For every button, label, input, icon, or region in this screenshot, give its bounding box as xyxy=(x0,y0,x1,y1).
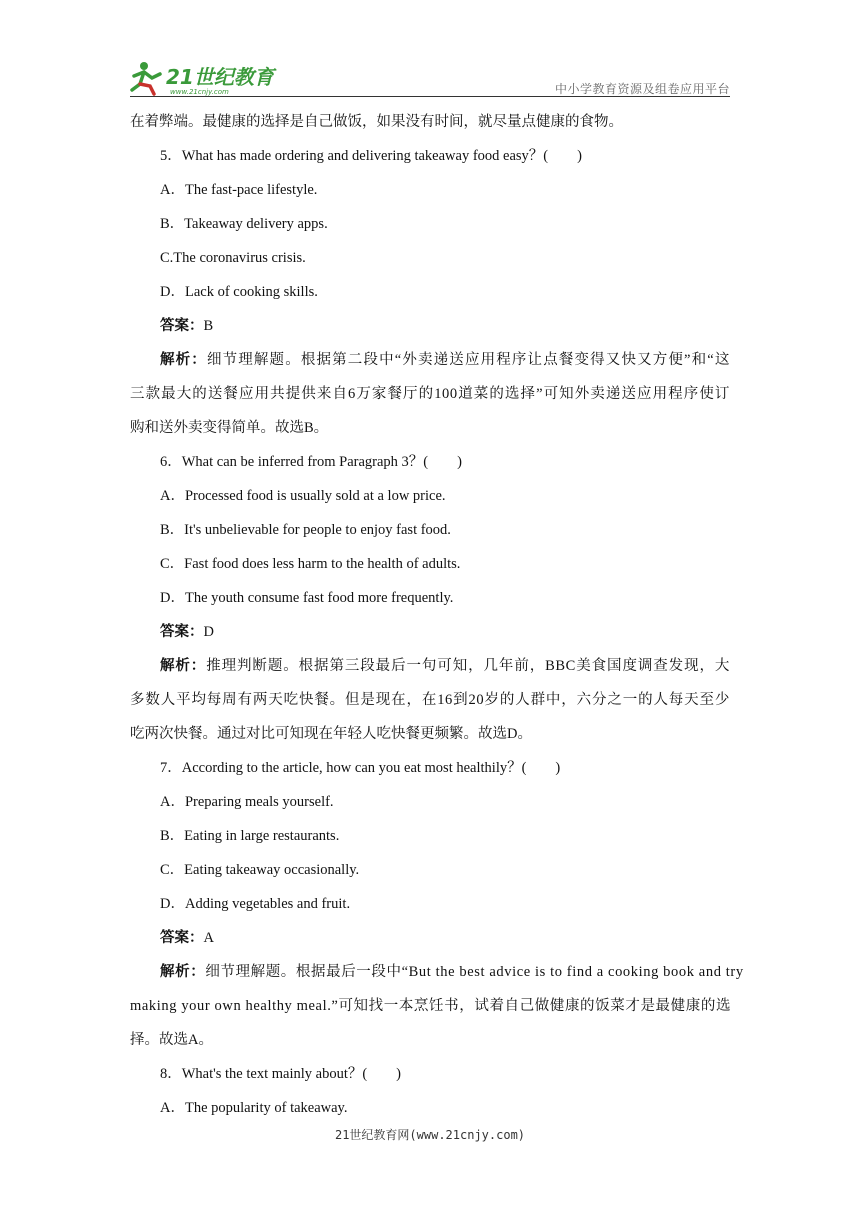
text-line xyxy=(130,516,730,550)
logo-title: 21世纪教育 xyxy=(166,65,274,89)
header-tagline: 中小学教育资源及组卷应用平台 xyxy=(554,82,730,96)
text-line xyxy=(130,584,730,618)
text-line xyxy=(130,346,730,380)
logo-url: www.21cnjy.com xyxy=(170,88,229,96)
text-line xyxy=(130,210,730,244)
text-line xyxy=(130,278,730,312)
text-line xyxy=(130,108,730,142)
text-line xyxy=(130,618,730,652)
text-line xyxy=(130,482,730,516)
line-text: D．The youth consume fast food more frequently. xyxy=(160,590,454,606)
logo-21cnjy xyxy=(130,60,290,96)
analysis-label: 解析： xyxy=(160,352,207,368)
line-text: 5．What has made ordering and delivering takeaway food easy？( ) xyxy=(160,148,582,164)
line-text: A．The fast-pace lifestyle. xyxy=(160,182,318,198)
text-line xyxy=(130,176,730,210)
text-line xyxy=(130,788,730,822)
line-text: A．The popularity of takeaway. xyxy=(160,1100,348,1116)
text-line xyxy=(130,448,730,482)
analysis-label: 解析： xyxy=(160,964,206,980)
text-line xyxy=(130,1060,730,1094)
answer-label: 答案： xyxy=(160,624,204,640)
text-line xyxy=(130,1094,730,1128)
text-line xyxy=(130,414,730,448)
line-text: B．Eating in large restaurants. xyxy=(160,828,340,844)
text-line xyxy=(130,856,730,890)
line-text: 细节理解题。根据最后一段中“But the best advice is to find a cooking book and try xyxy=(205,964,744,980)
line-text: C．Eating takeaway occasionally. xyxy=(160,862,360,878)
line-text: making your own healthy meal.”可知找一本烹饪书，试着自己做健康的饭菜才是最健康的选 xyxy=(130,998,732,1014)
line-text: 在着弊端。最健康的选择是自己做饭，如果没有时间，就尽量点健康的食物。 xyxy=(130,114,623,130)
text-line xyxy=(130,754,730,788)
text-line xyxy=(130,652,730,686)
line-text: B．Takeaway delivery apps. xyxy=(160,216,328,232)
text-line xyxy=(130,686,730,720)
page-footer: 21世纪教育网(www.21cnjy.com) xyxy=(334,1128,526,1142)
line-text: C.The coronavirus crisis. xyxy=(160,250,306,266)
line-text: D xyxy=(203,624,214,640)
answer-label: 答案： xyxy=(160,930,204,946)
answer-label: 答案： xyxy=(160,318,204,334)
text-line xyxy=(130,1026,730,1060)
line-text: A．Processed food is usually sold at a low price. xyxy=(160,488,446,504)
line-text: 三款最大的送餐应用共提供来自6万家餐厅的100道菜的选择”可知外卖递送应用程序使订 xyxy=(130,386,730,402)
line-text: 吃两次快餐。通过对比可知现在年轻人吃快餐更频繁。故选D。 xyxy=(130,726,532,742)
line-text: D．Lack of cooking skills. xyxy=(160,284,318,300)
header-divider xyxy=(130,96,730,97)
text-line xyxy=(130,992,730,1026)
line-text: 细节理解题。根据第二段中“外卖递送应用程序让点餐变得又快又方便”和“这 xyxy=(206,352,730,368)
text-line xyxy=(130,958,744,992)
line-text: B．It's unbelievable for people to enjoy fast food. xyxy=(160,522,451,538)
line-text: C．Fast food does less harm to the health of adults. xyxy=(160,556,461,572)
line-text: A．Preparing meals yourself. xyxy=(160,794,334,810)
document-body xyxy=(130,108,744,1128)
line-text: 6．What can be inferred from Paragraph 3？( ) xyxy=(160,454,462,470)
text-line xyxy=(130,312,730,346)
analysis-label: 解析： xyxy=(160,658,207,674)
line-text: D．Adding vegetables and fruit. xyxy=(160,896,351,912)
text-line xyxy=(130,550,730,584)
text-line xyxy=(130,822,730,856)
line-text: 多数人平均每周有两天吃快餐。但是现在，在16到20岁的人群中，六分之一的人每天至少 xyxy=(130,692,730,708)
line-text: 7．According to the article, how can you eat most healthily？( ) xyxy=(160,760,561,776)
text-line xyxy=(130,142,730,176)
text-line xyxy=(130,244,730,278)
line-text: 购和送外卖变得简单。故选B。 xyxy=(130,420,329,436)
line-text: B xyxy=(203,318,214,334)
runner-icon xyxy=(132,62,160,94)
text-line xyxy=(130,890,730,924)
text-line xyxy=(130,720,730,754)
text-line xyxy=(130,924,730,958)
line-text: A xyxy=(203,930,214,946)
line-text: 择。故选A。 xyxy=(130,1032,213,1048)
text-line xyxy=(130,380,730,414)
line-text: 推理判断题。根据第三段最后一句可知，几年前，BBC美食国度调查发现，大 xyxy=(206,658,730,674)
page-header xyxy=(130,58,730,98)
line-text: 8．What's the text mainly about？( ) xyxy=(160,1066,402,1082)
